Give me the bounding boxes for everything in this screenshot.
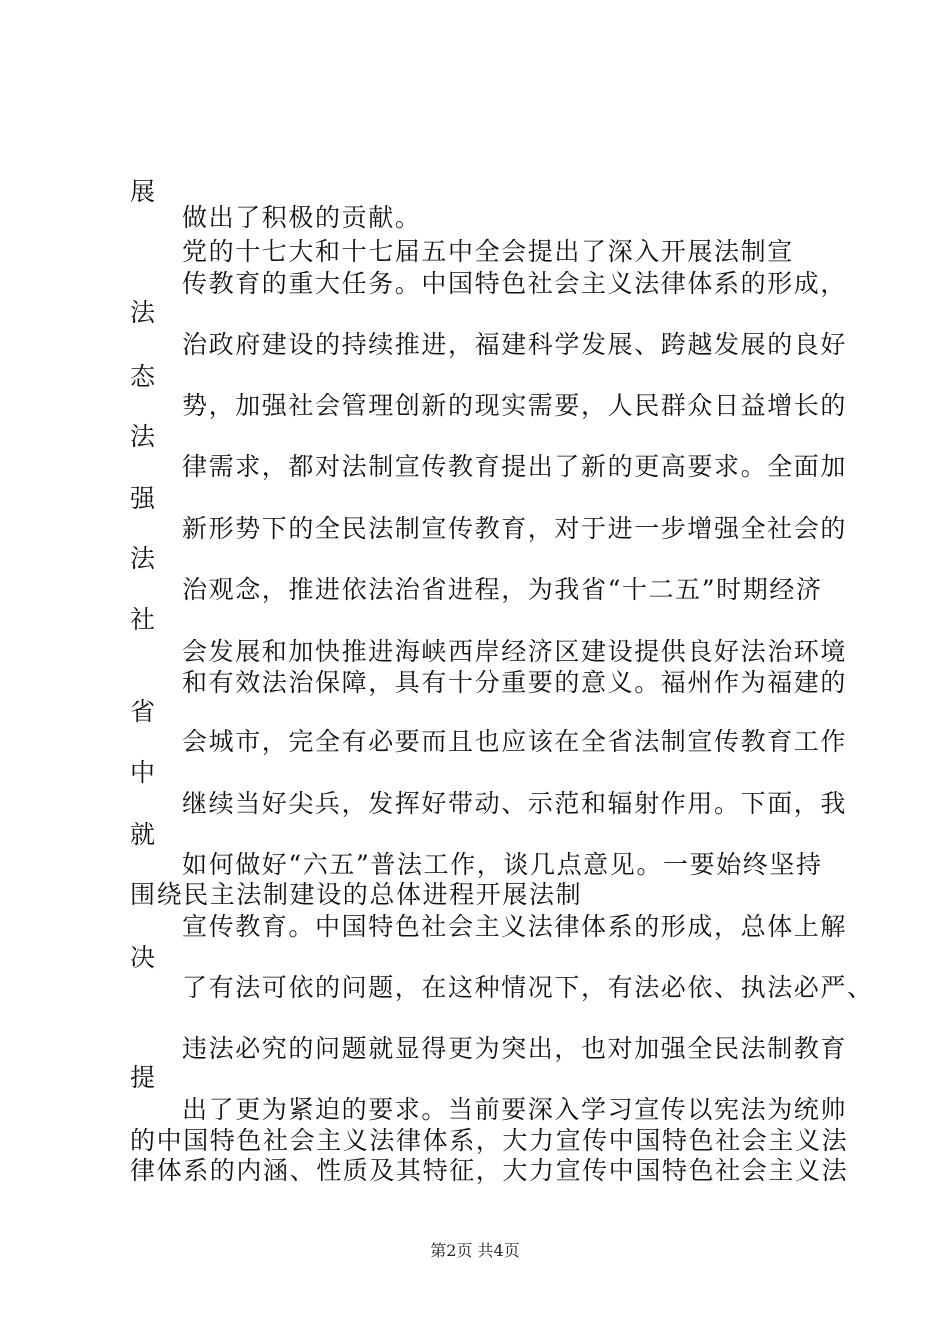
text-line: 强 (130, 484, 157, 513)
text-line: 会发展和加快推进海峡西岸经济区建设提供良好法治环境 (182, 637, 848, 666)
text-line: 社 (130, 605, 157, 634)
text-line: 就 (130, 820, 157, 849)
text-line: 会城市，完全有必要而且也应该在全省法制宣传教育工作 (182, 727, 848, 756)
text-line: 提 (130, 1063, 157, 1092)
text-line: 治观念，推进依法治省进程，为我省“十二五”时期经济 (182, 575, 823, 604)
text-line: 做出了积极的贡献。 (182, 203, 422, 232)
text-line: 中 (130, 758, 157, 787)
text-line: 继续当好尖兵，发挥好带动、示范和辐射作用。下面，我 (182, 789, 848, 818)
text-line: 律需求，都对法制宣传教育提出了新的更高要求。全面加 (182, 452, 848, 481)
text-line: 法 (130, 298, 157, 327)
text-line: 势，加强社会管理创新的现实需要，人民群众日益增长的 (182, 391, 848, 420)
text-line: 违法必究的问题就显得更为突出，也对加强全民法制教育 (182, 1034, 848, 1063)
text-line: 法 (130, 422, 157, 451)
text-line: 传教育的重大任务。中国特色社会主义法律体系的形成， (182, 269, 848, 298)
page-number-footer: 第2页 共4页 (430, 1241, 520, 1260)
text-line: 围绕民主法制建设的总体进程开展法制 (130, 880, 583, 909)
text-line: 律体系的内涵、性质及其特征，大力宣传中国特色社会主义法 (130, 1156, 849, 1185)
text-line: 和有效法治保障，具有十分重要的意义。福州作为福建的 (182, 668, 848, 697)
text-line: 了有法可依的问题，在这种情况下，有法必依、执法必严、 (182, 973, 874, 1002)
text-line: 治政府建设的持续推进，福建科学发展、跨越发展的良好 (182, 330, 848, 359)
text-line: 党的十七大和十七届五中全会提出了深入开展法制宣 (182, 237, 794, 266)
text-line: 态 (130, 362, 157, 391)
text-line: 省 (130, 697, 157, 726)
text-line: 法 (130, 544, 157, 573)
text-line: 出了更为紧迫的要求。当前要深入学习宣传以宪法为统帅 (182, 1095, 848, 1124)
text-line: 展 (130, 177, 157, 206)
text-line: 的中国特色社会主义法律体系，大力宣传中国特色社会主义法 (130, 1126, 849, 1155)
text-line: 新形势下的全民法制宣传教育，对于进一步增强全社会的 (182, 514, 848, 543)
text-line: 如何做好“六五”普法工作，谈几点意见。一要始终坚持 (182, 850, 823, 879)
text-line: 宣传教育。中国特色社会主义法律体系的形成，总体上解 (182, 912, 848, 941)
text-line: 决 (130, 943, 157, 972)
